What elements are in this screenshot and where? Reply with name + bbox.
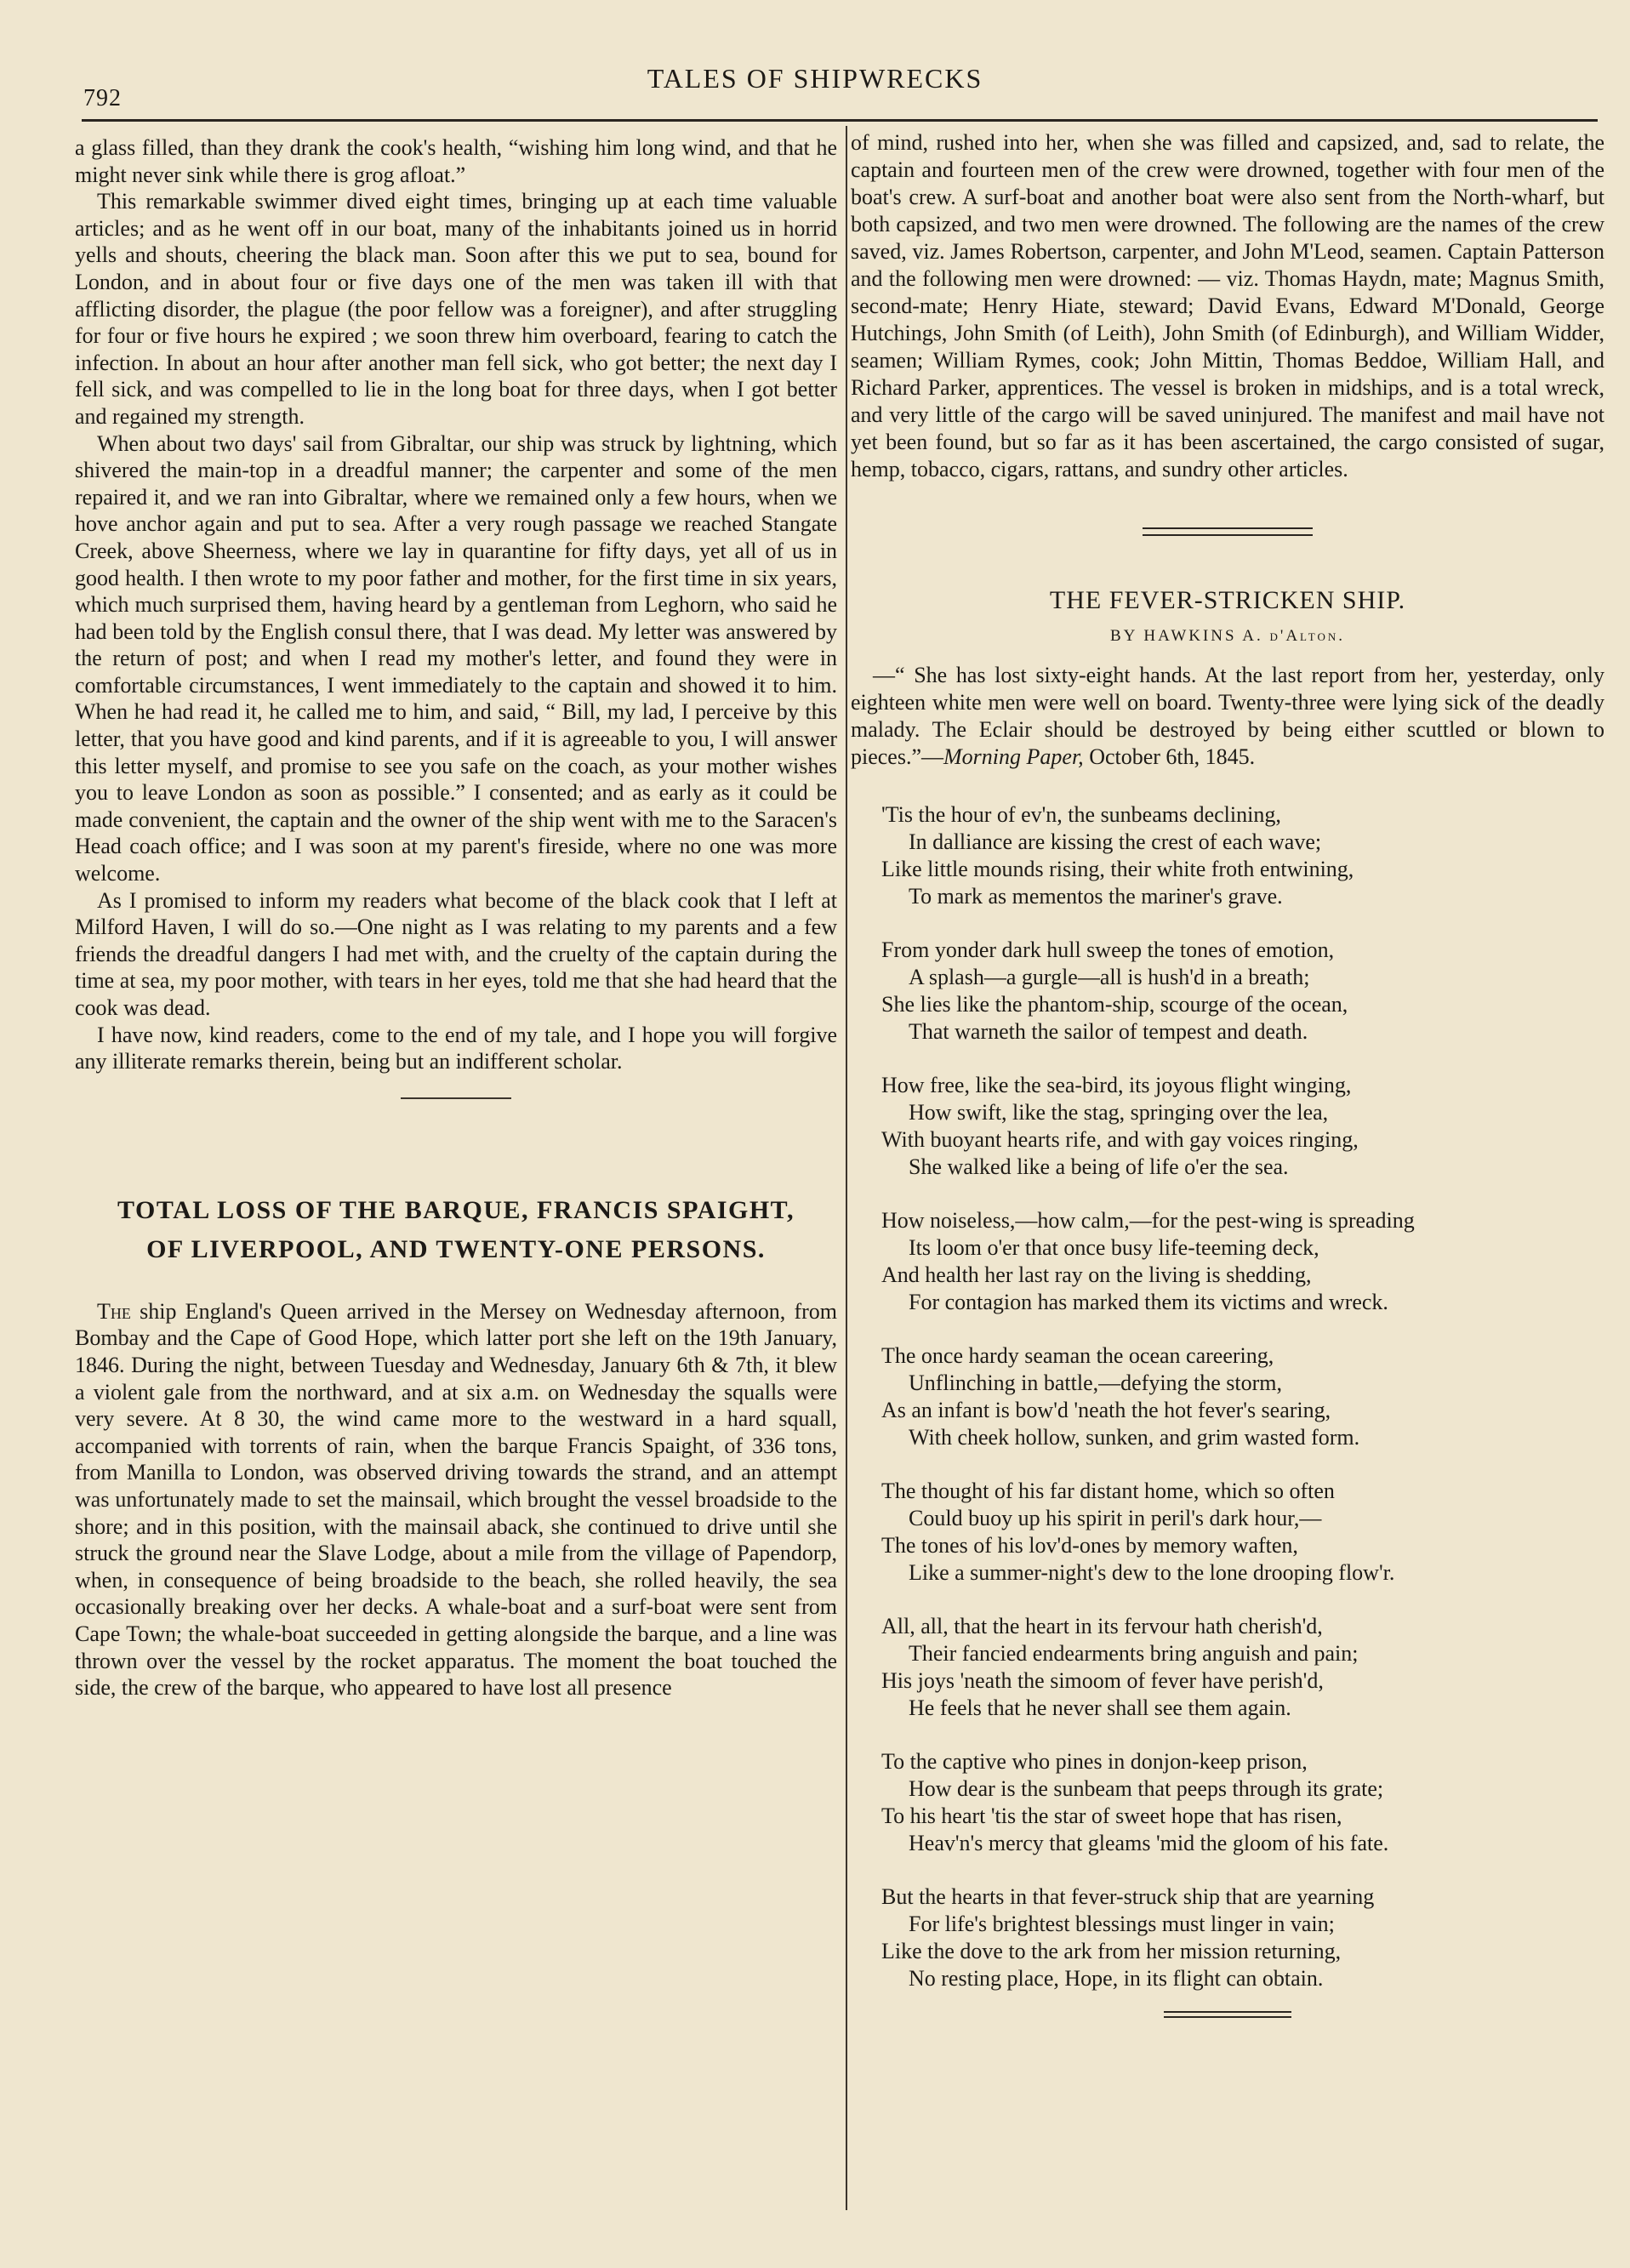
poem-line: The tones of his lov'd-ones by memory waften, <box>881 1533 1298 1558</box>
paragraph: a glass filled, than they drank the cook's health, “wishing him long wind, and that he might never sink while there is grog afloat.” <box>75 135 837 187</box>
stanza <box>881 1478 1604 1587</box>
poem-line: From yonder dark hull sweep the tones of emotion, <box>881 937 1335 962</box>
top-rule <box>82 119 1598 122</box>
poem-line: Like little mounds rising, their white froth entwining, <box>881 857 1354 881</box>
poem-line: The thought of his far distant home, which so often <box>881 1479 1335 1503</box>
stanza <box>881 1613 1604 1722</box>
poem-line: How noiseless,—how calm,—for the pest-wing is spreading <box>881 1208 1415 1233</box>
poem-line: But the hearts in that fever-struck ship that are yearning <box>881 1884 1375 1909</box>
paragraph: As I promised to inform my readers what become of the black cook that I left at Milford Haven, I will do so.—One night as I was relating to my parents and a few friends the dreadful dangers I had met with, and the cruelty of the captain during the time at sea, my poor mother, with tears in her eyes, told me that she had heard that the cook was dead. <box>75 887 837 1020</box>
stanza <box>881 801 1604 910</box>
poem-line: To the captive who pines in donjon-keep prison, <box>881 1749 1308 1774</box>
poem-line: All, all, that the heart in its fervour hath cherish'd, <box>881 1614 1323 1638</box>
poem-line: With buoyant hearts rife, and with gay voices ringing, <box>881 1127 1359 1152</box>
paragraph: I have now, kind readers, come to the end of my tale, and I hope you will forgive any illiterate remarks therein, being but an indifferent scholar. <box>75 1022 837 1074</box>
byline <box>851 623 1604 650</box>
poem-line: Like the dove to the ark from her mission returning, <box>881 1939 1342 1963</box>
article-lead-word: The <box>97 1298 131 1324</box>
byline-prefix: BY HAWKINS A. <box>1109 627 1270 645</box>
poem-line: The once hardy seaman the ocean careering, <box>881 1343 1274 1368</box>
poem-line: To his heart 'tis the star of sweet hope that has risen, <box>881 1804 1342 1828</box>
running-head: TALES OF SHIPWRECKS <box>647 63 983 94</box>
poem-title: THE FEVER-STRICKEN SHIP. <box>1049 586 1406 614</box>
stanza <box>881 1072 1604 1181</box>
poem-line: She lies like the phantom-ship, scourge of the ocean, <box>881 992 1348 1017</box>
poem-line: He feels that he never shall see them again. <box>909 1695 1291 1720</box>
poem-line: Heav'n's mercy that gleams 'mid the gloom of his fate. <box>909 1831 1389 1855</box>
poem-line: She walked like a being of life o'er the sea. <box>909 1154 1289 1179</box>
stanza <box>881 937 1604 1046</box>
poem-line: And health her last ray on the living is shedding, <box>881 1262 1312 1287</box>
epigraph-source: Morning Paper, <box>943 744 1084 769</box>
section-separator <box>1143 527 1313 529</box>
column-divider <box>846 126 847 2210</box>
right-column <box>851 129 1604 2018</box>
poem-line: How swift, like the stag, springing over the lea, <box>909 1100 1329 1125</box>
paragraph: When about two days' sail from Gibraltar, our ship was struck by lightning, which shivered the main-top in a dreadful manner; the carpenter and some of the men repaired it, and we ran into Gibraltar, where we remained only a few hours, when we hove anchor again and put to sea. After a very rough passage we reached Stangate Creek, above Sheerness, where we lay in quarantine for fifty days, yet all of us in good health. I then wrote to my poor father and mother, for the first time in six years, which much surprised them, having heard by a gentleman from Leghorn, who said he had been told by the English consul there, that I was dead. My letter was answered by the return of post; and when I read my mother's letter, and found they were in comfortable circumstances, I went immediately to the captain and showed it to him. When he had read it, he called me to him, and said, “ Bill, my lad, I perceive by this letter, that you have good and kind parents, and if it is agreeable to you, I will answer this letter myself, and promise to see you safe on the coach, as your mother wishes you to leave London as soon as possible.” I consented; and as early as it could be made convenient, the captain and the owner of the ship went with me to the Saracen's Head coach office; and I was soon at my parent's fireside, where no one was more welcome. <box>75 430 837 886</box>
poem-line: How free, like the sea-bird, its joyous flight winging, <box>881 1073 1352 1097</box>
section-separator-second <box>1143 534 1313 536</box>
stanza <box>881 1207 1604 1316</box>
page-number: 792 <box>83 85 122 111</box>
stanza <box>881 1748 1604 1857</box>
poem-line: For contagion has marked them its victims and wreck. <box>909 1290 1388 1314</box>
poem-line: As an infant is bow'd 'neath the hot fever's searing, <box>881 1398 1331 1422</box>
poem-line: Like a summer-night's dew to the lone drooping flow'r. <box>909 1560 1395 1585</box>
section-separator <box>401 1097 511 1099</box>
article-text: ship England's Queen arrived in the Mersey on Wednesday afternoon, from Bombay and the Cape of Good Hope, which latter port she left on the 19th January, 1846. During the night, between Tuesday and Wednesday, January 6th & 7th, it blew a violent gale from the northward, and at six a.m. on Wednesday the squalls were very severe. At 8 30, the wind came more to the westward in a hard squall, accompanied with torrents of rain, when the barque Francis Spaight, of 336 tons, from Manilla to London, was observed driving towards the strand, and an attempt was unfortunately made to set the mainsail, which brought the vessel broadside to the shore; and in this position, with the mainsail aback, she continued to drive until she struck the ground near the Slave Lodge, about a mile from the village of Papendorp, when, in consequence of being broadside to the beach, she rolled heavily, the sea occasionally breaking over her decks. A whale-boat and a surf-boat were sent from Cape Town; the whale-boat succeeded in getting alongside the barque, and a line was thrown over the vessel by the rocket apparatus. The moment the boat touched the side, the crew of the barque, who appeared to have lost all presence <box>75 1298 837 1701</box>
poem-line: Its loom o'er that once busy life-teeming deck, <box>909 1235 1319 1260</box>
stanza <box>881 1342 1604 1451</box>
article-title-line2: OF LIVERPOOL, AND TWENTY-ONE PERSONS. <box>146 1234 766 1263</box>
left-column <box>75 134 837 1701</box>
poem-line: How dear is the sunbeam that peeps through its grate; <box>909 1776 1384 1801</box>
poem-line: Their fancied endearments bring anguish and pain; <box>909 1641 1359 1666</box>
poem-line: No resting place, Hope, in its flight can obtain. <box>909 1966 1324 1991</box>
epigraph-text: —“ She has lost sixty-eight hands. At the last report from her, yesterday, only eighteen white men were well on board. Twenty-three were lying sick of the deadly malady. The Eclair should be destroyed by being either scuttled or blown to pieces.”— <box>851 663 1604 769</box>
paragraph: This remarkable swimmer dived eight times, bringing up at each time valuable articles; and as he went off in our boat, many of the inhabitants joined us in horrid yells and shouts, cheering the black man. Soon after this we put to sea, bound for London, and in about four or five days one of the men was taken ill with that afflicting disorder, the plague (the poor fellow was a foreigner), and after struggling for four or five hours he expired ; we soon threw him overboard, fearing to catch the infection. In about an hour after another man fell sick, who got better; the next day I fell sick, and was compelled to lie in the long boat for three days, when I got better and regained my strength. <box>75 189 837 429</box>
end-rule-second <box>1164 2016 1291 2018</box>
article-continuation: of mind, rushed into her, when she was filled and capsized, and, sad to relate, the captain and fourteen men of the crew were drowned, together with four men of the boat's crew. A surf-boat and another boat were also sent from the North-wharf, but both capsized, and two men were drowned. The following are the names of the crew saved, viz. James Robertson, carpenter, and John M'Leod, seamen. Captain Patterson and the following men were drowned: — viz. Thomas Haydn, mate; Magnus Smith, second-mate; Henry Hiate, steward; David Evans, Edward M'Donald, George Hutchings, John Smith (of Leith), John Smith (of Edinburgh), and William Widder, seamen; William Rymes, cook; John Mittin, Thomas Beddoe, William Hall, and Richard Parker, apprentices. The vessel is broken in midships, and is a total wreck, and very little of the cargo will be saved uninjured. The manifest and mail have not yet been found, but so far as it has been ascertained, the cargo consisted of sugar, hemp, tobacco, cigars, rattans, and sundry other articles. <box>851 130 1604 482</box>
poem-line: To mark as mementos the mariner's grave. <box>909 884 1283 909</box>
poem-line: Could buoy up his spirit in peril's dark hour,— <box>909 1506 1322 1530</box>
epigraph <box>851 662 1604 771</box>
poem-line: His joys 'neath the simoom of fever have perish'd, <box>881 1668 1324 1693</box>
end-rule <box>1164 2011 1291 2013</box>
poem-line: 'Tis the hour of ev'n, the sunbeams declining, <box>881 802 1281 827</box>
byline-name: d'Alton. <box>1269 627 1346 645</box>
article-title: TOTAL LOSS OF THE BARQUE, FRANCIS SPAIGHT, <box>117 1195 795 1224</box>
stanza <box>881 1883 1604 1992</box>
poem-line: A splash—a gurgle—all is hush'd in a breath; <box>909 965 1310 989</box>
article-body <box>75 1298 837 1701</box>
poem-line: That warneth the sailor of tempest and death. <box>909 1019 1308 1044</box>
poem-line: In dalliance are kissing the crest of each wave; <box>909 829 1322 854</box>
epigraph-date: October 6th, 1845. <box>1083 744 1256 769</box>
poem-line: Unflinching in battle,—defying the storm, <box>909 1370 1283 1395</box>
poem-line: With cheek hollow, sunken, and grim wasted form. <box>909 1425 1360 1450</box>
poem-line: For life's brightest blessings must linger in vain; <box>909 1912 1335 1936</box>
